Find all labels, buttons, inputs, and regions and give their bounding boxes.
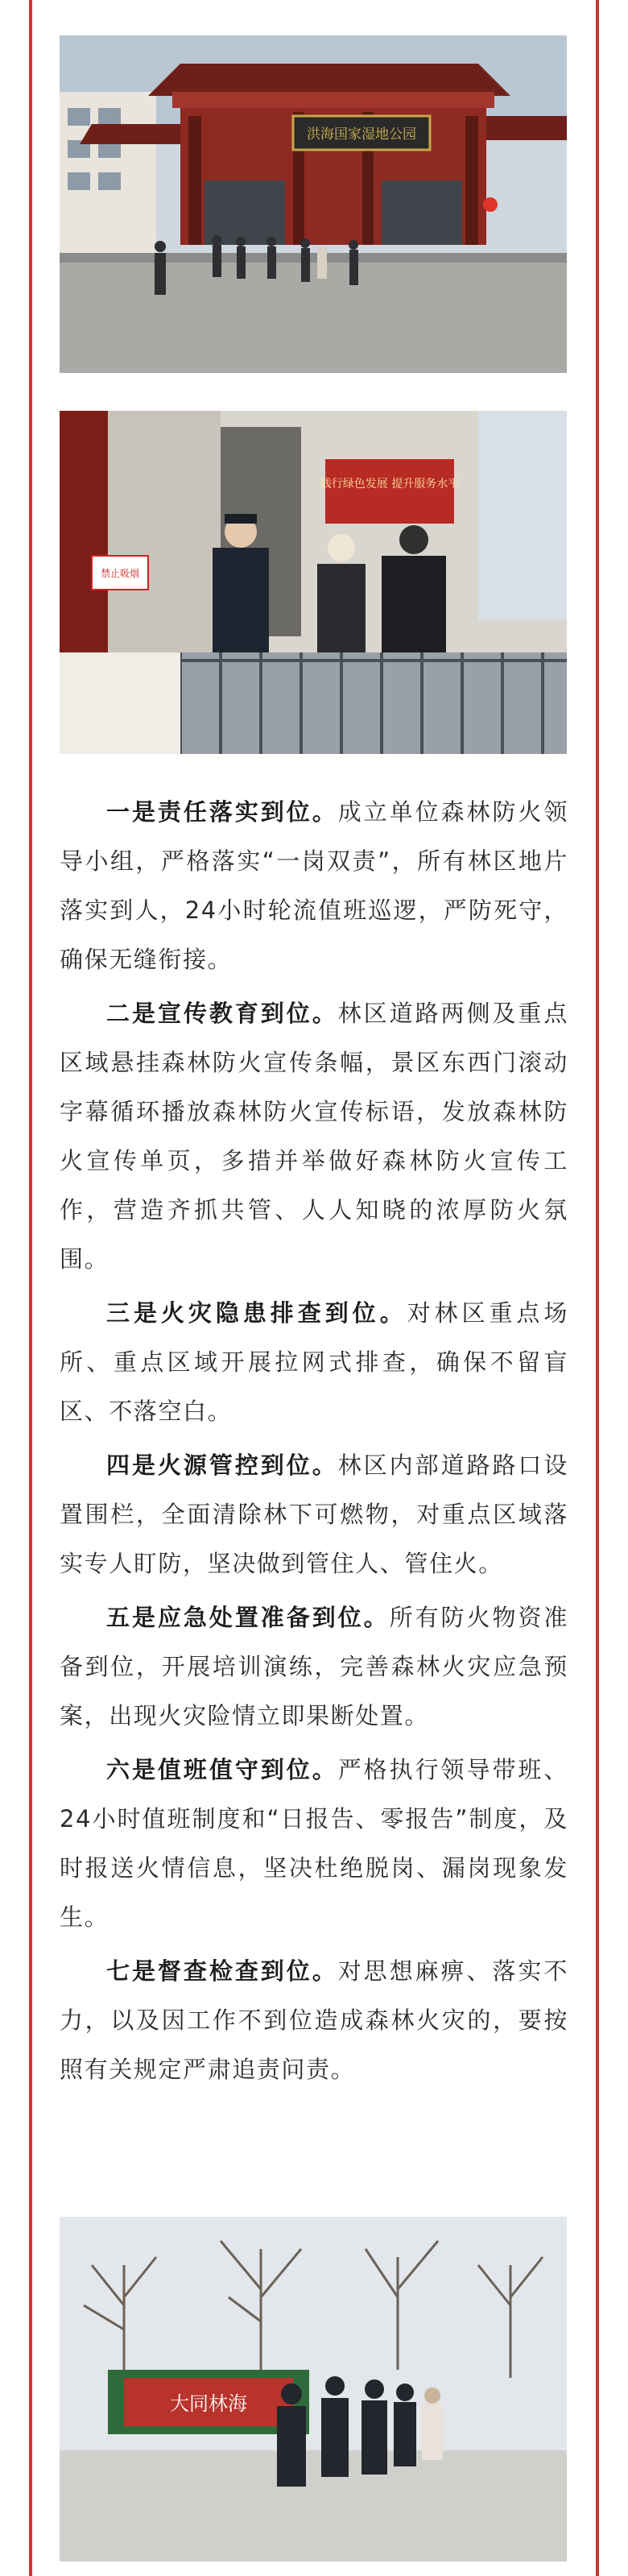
no-smoking-sign-text: 禁止吸烟: [100, 568, 140, 579]
paragraph-body: 对思想麻痹、落实不力，以及因工作不到位造成森林火灾的，要按照有关规定严肃追责问责。: [60, 1957, 568, 2083]
paragraph-publicity: [60, 989, 568, 1284]
paragraph-fire-source-control: [60, 1441, 568, 1588]
paragraph-duty-shift: [60, 1746, 568, 1942]
paragraph-lead: 六是值班值守到位。: [106, 1756, 338, 1783]
paragraph-supervision: [60, 1947, 568, 2094]
paragraph-body: 严格执行领导带班、24小时值班制度和“日报告、零报告”制度，及时报送火情信息，坚决杜绝脱岗、漏岗现象发生。: [60, 1756, 568, 1931]
paragraph-lead: 四是火源管控到位。: [106, 1452, 338, 1479]
paragraph-body: 林区道路两侧及重点区域悬挂森林防火宣传条幅，景区东西门滚动字幕循环播放森林防火宣传标语，发放森林防火宣传单页，多措并举做好森林防火宣传工作，营造齐抓共管、人人知晓的浓厚防火氛围。: [60, 1000, 568, 1273]
patrol-illustration: [60, 2217, 567, 2562]
right-frame-border: [596, 0, 599, 2576]
article-body: [60, 788, 568, 2099]
paragraph-lead: 三是火灾隐患排查到位。: [106, 1299, 407, 1327]
left-frame-border: [29, 0, 32, 2576]
paragraph-responsibility: [60, 788, 568, 984]
paragraph-emergency-response: [60, 1593, 568, 1741]
patrol-team-photo: [60, 2217, 567, 2562]
paragraph-lead: 二是宣传教育到位。: [106, 1000, 338, 1027]
paragraph-body: 对林区重点场所、重点区域开展拉网式排查，确保不留盲区、不落空白。: [60, 1299, 568, 1425]
paragraph-hazard-inspection: [60, 1289, 568, 1436]
checkpoint-banner-text: 践行绿色发展 提升服务水平: [320, 478, 460, 491]
entrance-checkpoint-photo: [60, 411, 567, 754]
park-gate-photo: [60, 35, 567, 373]
gate-plaque-text: 洪海国家湿地公园: [307, 126, 416, 143]
paragraph-body: 林区内部道路路口设置围栏，全面清除林下可燃物，对重点区域落实专人盯防，坚决做到管住人、管住火。: [60, 1452, 568, 1577]
patrol-sign-text: 大同林海: [170, 2392, 247, 2415]
paragraph-lead: 七是督查检查到位。: [106, 1957, 338, 1985]
paragraph-body: 所有防火物资准备到位，开展培训演练，完善森林火灾应急预案，出现火灾险情立即果断处置。: [60, 1604, 568, 1729]
checkpoint-illustration: [60, 411, 567, 754]
paragraph-body: 成立单位森林防火领导小组，严格落实“一岗双责”，所有林区地片落实到人，24小时轮流值班巡逻，严防死守，确保无缝衔接。: [60, 798, 568, 973]
park-gate-illustration: [60, 35, 567, 373]
paragraph-lead: 一是责任落实到位。: [106, 798, 338, 826]
paragraph-lead: 五是应急处置准备到位。: [106, 1604, 390, 1631]
